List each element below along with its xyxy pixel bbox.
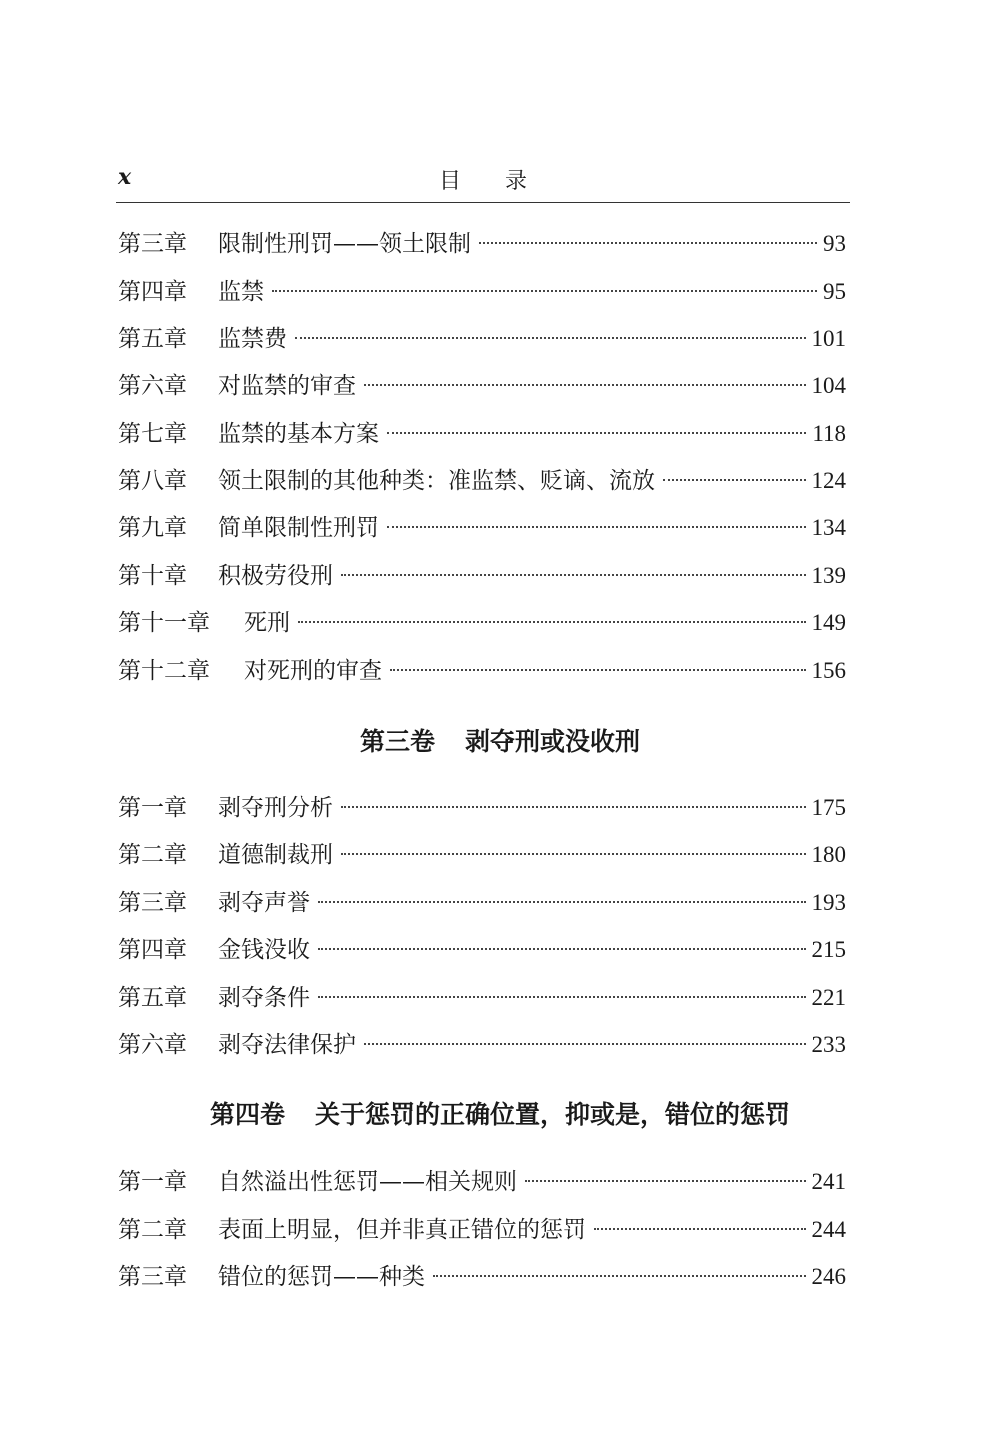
- chapter-number: 第五章: [118, 985, 187, 1011]
- toc-entry[interactable]: [118, 416, 846, 452]
- chapter-title: 领土限制的其他种类：准监禁、贬谪、流放: [218, 468, 655, 494]
- chapter-number: 第三章: [118, 890, 187, 916]
- page-reference: 193: [811, 890, 846, 915]
- chapter-number: 第五章: [118, 326, 187, 352]
- dot-leader: [341, 806, 806, 808]
- dot-leader: [341, 574, 806, 576]
- chapter-number: 第三章: [118, 1264, 187, 1290]
- page-reference: 233: [811, 1032, 846, 1057]
- chapter-number: 第二章: [118, 1217, 187, 1243]
- chapter-title: 剥夺声誉: [218, 890, 310, 916]
- chapter-number: 第十一章: [118, 610, 210, 636]
- toc-entry[interactable]: [118, 558, 846, 594]
- chapter-title: 监禁费: [218, 326, 287, 352]
- chapter-title: 监禁的基本方案: [218, 421, 379, 447]
- toc-entry[interactable]: [118, 653, 846, 689]
- dot-leader: [341, 853, 806, 855]
- chapter-number: 第八章: [118, 468, 187, 494]
- page-reference: 93: [823, 231, 846, 256]
- toc-entry[interactable]: [118, 1259, 846, 1295]
- page-reference: 101: [811, 326, 846, 351]
- page-reference: 221: [811, 985, 846, 1010]
- chapter-title: 道德制裁刑: [218, 842, 333, 868]
- chapter-title: 限制性刑罚——领土限制: [218, 231, 471, 257]
- dot-leader: [387, 432, 806, 434]
- page-reference: 215: [811, 937, 846, 962]
- chapter-number: 第四章: [118, 279, 187, 305]
- running-header: [116, 158, 850, 203]
- chapter-title: 简单限制性刑罚: [218, 515, 379, 541]
- dot-leader: [318, 901, 806, 903]
- dot-leader: [663, 479, 806, 481]
- toc-entry[interactable]: [118, 226, 846, 262]
- chapter-number: 第十章: [118, 563, 187, 589]
- dot-leader: [387, 526, 806, 528]
- chapter-title: 错位的惩罚——种类: [218, 1264, 425, 1290]
- toc-entry[interactable]: [118, 510, 846, 546]
- page-reference: 175: [811, 795, 846, 820]
- toc-entry[interactable]: [118, 368, 846, 404]
- running-title: 目录: [438, 169, 571, 194]
- page-reference: 104: [811, 373, 846, 398]
- dot-leader: [295, 337, 806, 339]
- chapter-title: 积极劳役刑: [218, 563, 333, 589]
- chapter-title: 对监禁的审查: [218, 373, 356, 399]
- dot-leader: [318, 948, 806, 950]
- page-reference: 124: [811, 468, 846, 493]
- volume-heading: [0, 722, 1000, 762]
- page-reference: 139: [811, 563, 846, 588]
- page-reference: 241: [811, 1169, 846, 1194]
- chapter-title: 监禁: [218, 279, 264, 305]
- page-reference: 134: [811, 515, 846, 540]
- chapter-number: 第一章: [118, 795, 187, 821]
- page-reference: 244: [811, 1217, 846, 1242]
- page-number: x: [118, 164, 132, 190]
- chapter-number: 第六章: [118, 373, 187, 399]
- toc-entry[interactable]: [118, 605, 846, 641]
- chapter-number: 第七章: [118, 421, 187, 447]
- volume-number: 第四卷: [209, 1100, 285, 1129]
- toc-entry[interactable]: [118, 932, 846, 968]
- chapter-title: 金钱没收: [218, 937, 310, 963]
- page-reference: 118: [812, 421, 846, 446]
- chapter-title: 剥夺条件: [218, 985, 310, 1011]
- toc-entry[interactable]: [118, 790, 846, 826]
- toc-entry[interactable]: [118, 1212, 846, 1248]
- page-reference: 156: [811, 658, 846, 683]
- toc-entry[interactable]: [118, 980, 846, 1016]
- dot-leader: [433, 1275, 806, 1277]
- dot-leader: [525, 1180, 806, 1182]
- page-reference: 180: [811, 842, 846, 867]
- chapter-title: 自然溢出性惩罚——相关规则: [218, 1169, 517, 1195]
- chapter-title: 剥夺法律保护: [218, 1032, 356, 1058]
- chapter-number: 第十二章: [118, 658, 210, 684]
- toc-entry[interactable]: [118, 837, 846, 873]
- volume-number: 第三卷: [359, 727, 435, 756]
- toc-entry[interactable]: [118, 1164, 846, 1200]
- volume-title: 关于惩罚的正确位置，抑或是，错位的惩罚: [315, 1100, 791, 1129]
- chapter-number: 第六章: [118, 1032, 187, 1058]
- dot-leader: [594, 1228, 806, 1230]
- dot-leader: [364, 1043, 806, 1045]
- page-reference: 149: [811, 610, 846, 635]
- chapter-title: 表面上明显，但并非真正错位的惩罚: [218, 1217, 586, 1243]
- chapter-number: 第二章: [118, 842, 187, 868]
- toc-entry[interactable]: [118, 321, 846, 357]
- chapter-number: 第四章: [118, 937, 187, 963]
- toc-entry[interactable]: [118, 463, 846, 499]
- dot-leader: [298, 621, 806, 623]
- toc-entry[interactable]: [118, 274, 846, 310]
- chapter-title: 剥夺刑分析: [218, 795, 333, 821]
- page-reference: 95: [823, 279, 846, 304]
- dot-leader: [272, 290, 817, 292]
- chapter-number: 第三章: [118, 231, 187, 257]
- volume-title: 剥夺刑或没收刑: [465, 727, 641, 756]
- chapter-number: 第一章: [118, 1169, 187, 1195]
- chapter-number: 第九章: [118, 515, 187, 541]
- dot-leader: [479, 242, 817, 244]
- toc-entry[interactable]: [118, 1027, 846, 1063]
- dot-leader: [318, 996, 806, 998]
- chapter-title: 死刑: [244, 610, 290, 636]
- chapter-title: 对死刑的审查: [244, 658, 382, 684]
- dot-leader: [364, 384, 806, 386]
- dot-leader: [390, 669, 806, 671]
- volume-heading: [0, 1095, 1000, 1135]
- page-reference: 246: [811, 1264, 846, 1289]
- toc-entry[interactable]: [118, 885, 846, 921]
